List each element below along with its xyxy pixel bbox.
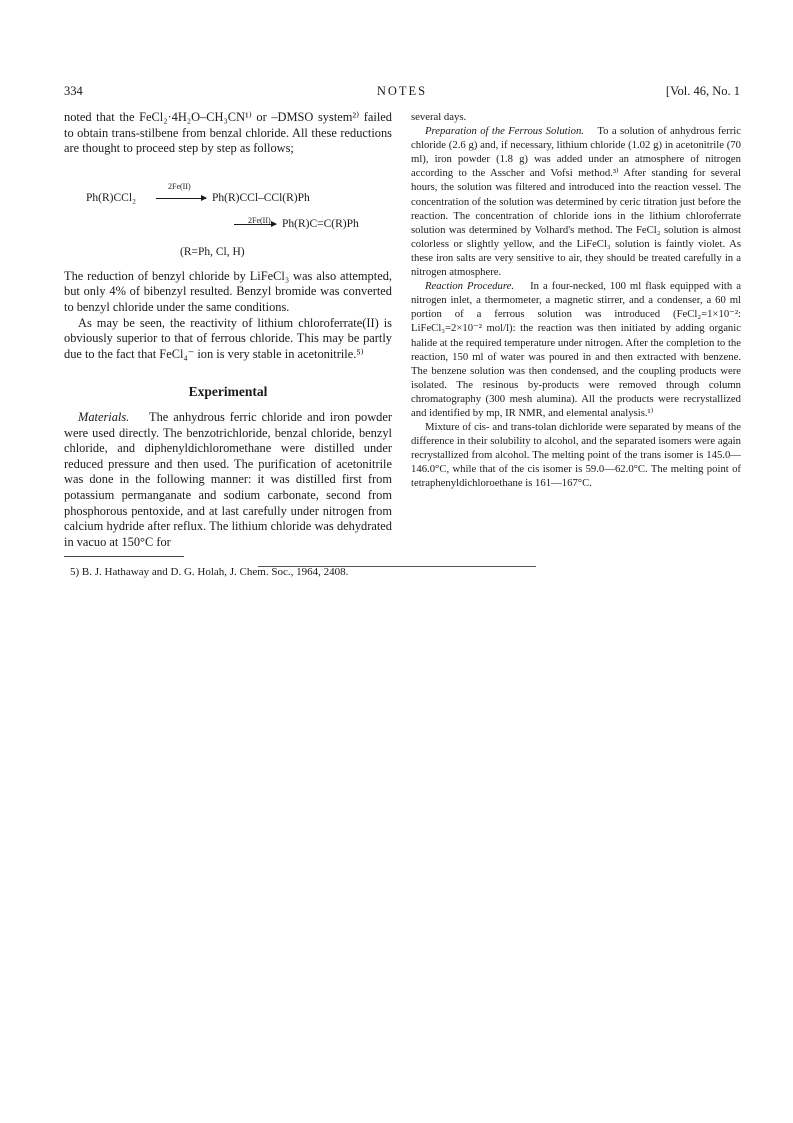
paragraph-preparation: [411, 124, 741, 279]
reagent-1: 2Fe(II): [168, 181, 191, 191]
page-header: [64, 84, 740, 104]
footnote: 5) B. J. Hathaway and D. G. Holah, J. Chem. Soc., 1964, 2408.: [70, 566, 349, 579]
paragraph-reaction-procedure: [411, 279, 741, 420]
materials-text: The anhydrous ferric chloride and iron powder were used directly. The benzotrichloride, benzal chloride, benzyl chloride, and diphenyldichloromethane were distilled under reduced pressure and then used. The purification of acetonitrile was done in the following manner: it was distilled first from potassium permanganate and sodium carbonate, second from phosphorous pentoxide, and at last carefully under nitrogen from calcium hydride after reflux. The lithium chloride was dehydrated in vacuo at 150°C for: [64, 409, 392, 549]
product-2: Ph(R)C=C(R)Ph: [282, 217, 359, 230]
reagent-2: 2Fe(II): [248, 215, 271, 225]
arrow-2-icon: [234, 224, 276, 225]
paragraph-intro: noted that the FeCl₂·4H₂O–CH₃CN¹⁾ or –DMSO system²⁾ failed to obtain trans-stilbene from benzal chloride. All these reductions are thought to proceed step by step as follows;: [64, 110, 392, 156]
left-column: [64, 110, 392, 579]
reaction-procedure-text: In a four-necked, 100 ml flask equipped with a nitrogen inlet, a thermometer, a magnetic stirrer, and a condenser, a 60 ml portion of a ferrous solution was introduced (FeCl₂=1×10⁻²: LiFeCl₃=2×10⁻² mol/l): the reaction was then initiated by adding organic halide at the required temperature under nitrogen. After the completion to the reaction, 150 ml of water was poured in and then extracted with benzene. The benzene solution was then condensed, and the coupling products were isolated. The resinous by-products were removed through column chromatography (300 mesh alumina). All the products were recrystallized and identified by mp, IR NMR, and elemental analysis.¹⁾: [411, 280, 742, 419]
section-heading: NOTES: [376, 84, 428, 98]
arrow-1-icon: [156, 198, 206, 199]
journal-page: [64, 84, 742, 579]
reaction-procedure-label: Reaction Procedure.: [425, 280, 514, 293]
end-divider: [258, 566, 536, 567]
materials-label: Materials.: [78, 409, 130, 424]
reaction-scheme: [64, 161, 392, 269]
paragraph-reactivity: As may be seen, the reactivity of lithium chloroferrate(II) is obviously superior to that of ferrous chloride. This may be partly due to the fact that FeCl₄⁻ ion is very stable in acetonitrile.⁵⁾: [64, 315, 392, 361]
volume-info: [Vol. 46, No. 1: [665, 84, 740, 98]
reaction-condition: (R=Ph, Cl, H): [180, 245, 245, 258]
paragraph-continuation: several days.: [411, 111, 467, 123]
page-number: 334: [64, 84, 83, 98]
preparation-label: Preparation of the Ferrous Solution.: [425, 125, 584, 138]
preparation-text: To a solution of anhydrous ferric chloride (2.6 g) and, if necessary, lithium chloride (1.02 g) in acetonitrile (70 ml), iron powder (1.8 g) was added under an atmosphere of nitrogen according to the Asscher and Vofsi method.³⁾ After standing for several hours, the solution was filtered and introduced into the reaction vessel. The concentration of the solution was determined by ceric titration just before the reaction. The concentration of chloride ions in the lithium chloroferrate solution was determined by Volhard's method. The FeCl₂ solution is almost colorless or slightly yellow, and the LiFeCl₃ solution is faintly violet. As these iron salts are very sensitive to air, they should be treated carefully in a nitrogen atmosphere.: [411, 125, 742, 279]
right-column: [411, 110, 741, 491]
paragraph-benzyl: The reduction of benzyl chloride by LiFeCl₃ was also attempted, but only 4% of bibenzyl resulted. Benzyl bromide was converted to benzyl chloride under the same conditions.: [64, 268, 392, 314]
footnote-divider: [64, 556, 184, 557]
reactant: Ph(R)CCl₂: [86, 191, 137, 204]
paragraph-mixture: Mixture of cis- and trans-tolan dichloride were separated by means of the difference in their solubility to alcohol, and the separated isomers were again recrystallized from alcohol. The melting point of the trans isomer is 145.0—146.0°C, while that of the cis isomer is 59.0—62.0°C. The melting point of tetraphenyldichloroethane is 161—167°C.: [411, 421, 741, 490]
experimental-heading: Experimental: [188, 384, 268, 400]
paragraph-materials: [64, 410, 392, 550]
product-1: Ph(R)CCl–CCl(R)Ph: [212, 191, 310, 204]
